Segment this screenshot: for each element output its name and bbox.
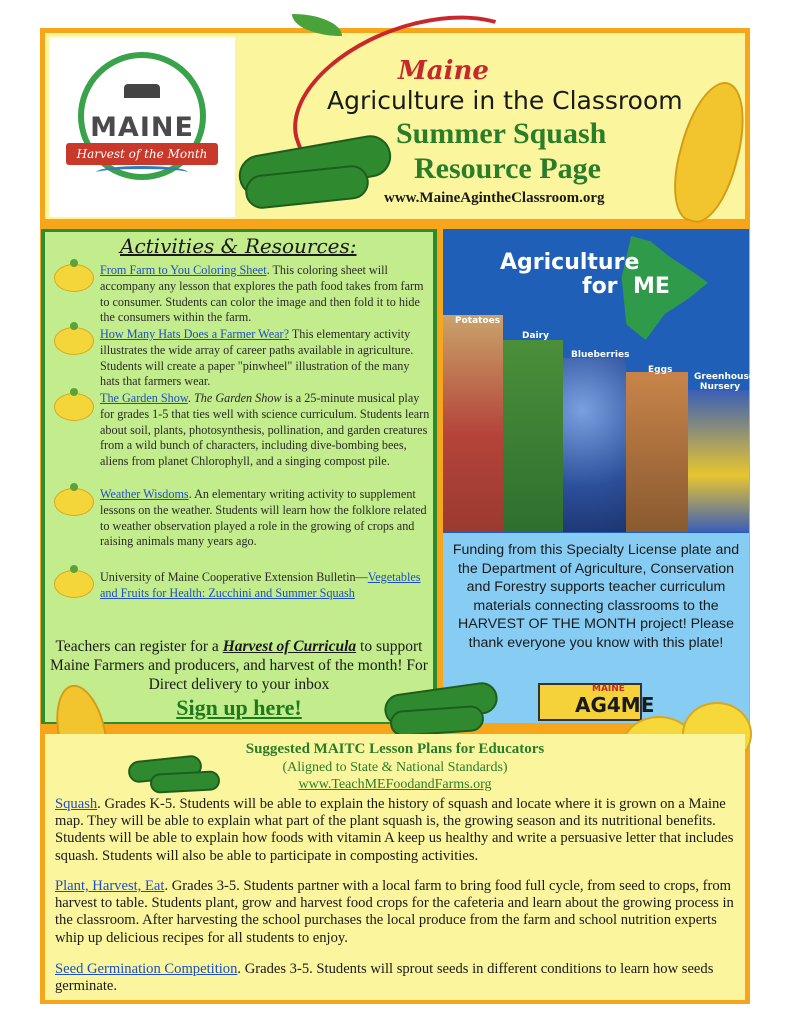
activity-item: How Many Hats Does a Farmer Wear? This elementary activity illustrates the wide array of career paths available in agriculture. Students will create a paper "pinwheel" illustration of the many hats that farmers wear. — [100, 327, 414, 389]
activity-link[interactable]: Vegetables and Fruits for Health: Zucchini and Summer Squash — [100, 570, 421, 600]
activity-item: University of Maine Cooperative Extension Bulletin—Vegetables and Fruits for Health: Zucchini and Summer Squash — [100, 570, 421, 600]
tractor-icon — [124, 84, 160, 98]
eggs-photo — [626, 372, 688, 532]
potatoes-photo — [443, 315, 503, 532]
activity-link[interactable]: The Garden Show — [100, 391, 188, 405]
lesson-item: Plant, Harvest, Eat. Grades 3-5. Students partner with a local farm to bring food full cycle, from seed to crops, from harvest to table. Students plant, grow and harvest food crops for the cafeteria and learn about the growing process in the classroom. After harvesting the school purchases the local produce from the farm and school nutrition experts whip up delicious recipes for all students to enjoy. — [55, 878, 734, 946]
pattypan-squash-icon — [54, 393, 94, 421]
category-label: Potatoes — [455, 316, 501, 326]
lessons-subheading: (Aligned to State & National Standards) — [282, 760, 508, 775]
lessons-site-link[interactable]: www.TeachMEFoodandFarms.org — [298, 777, 492, 792]
category-label: Greenhouse Nursery — [694, 372, 755, 392]
page-title-line2: Resource Page — [414, 152, 601, 185]
pattypan-squash-icon — [54, 570, 94, 598]
activities-heading: Activities & Resources: — [120, 234, 357, 258]
activity-item: The Garden Show. The Garden Show is a 25-minute musical play for grades 1-5 that ties well with science curriculum. Students learn about soil, plants, photosynthesis, pollination, and garden creatures from a wild bunch of characters, including dive-bombing bees, aliens from planet Chlorophyll, and a singing compost pile. — [100, 391, 430, 469]
pattypan-squash-icon — [54, 488, 94, 516]
logo-main-text: MAINE — [90, 112, 194, 143]
lesson-link[interactable]: Squash — [55, 796, 98, 812]
lesson-item: Squash. Grades K-5. Students will be able to explain the history of squash and locate where it is grown on a Maine map. They will be able to explain what part of the plant squash is, the growing season and its nutritional benefits. Students will be able to explain how foods with vitamin A keep us healthy and write a persuasive letter that includes squash. Students will also be able to participate in composting activities. — [55, 796, 734, 864]
activity-link[interactable]: From Farm to You Coloring Sheet — [100, 263, 267, 277]
page-title-line1: Summer Squash — [396, 117, 607, 150]
ag-for-me-line1: Agriculture — [500, 250, 640, 275]
lesson-link[interactable]: Plant, Harvest, Eat — [55, 878, 165, 894]
activity-link[interactable]: Weather Wisdoms — [100, 487, 189, 501]
logo-ribbon: Harvest of the Month — [66, 143, 218, 165]
activity-item: Weather Wisdoms. An elementary writing activity to supplement lessons on the weather. Students will learn how the folklore related to weather observation played a role in the growing of crops and raising animals many years ago. — [100, 487, 427, 549]
blueberries-photo — [563, 358, 626, 532]
pattypan-squash-icon — [54, 264, 94, 292]
lessons-heading: Suggested MAITC Lesson Plans for Educators — [245, 741, 545, 757]
category-label: Dairy — [522, 331, 549, 341]
lesson-link[interactable]: Seed Germination Competition — [55, 961, 238, 977]
ag-for-me-line2: for — [582, 274, 618, 299]
org-state: Maine — [398, 56, 489, 86]
org-name: Agriculture in the Classroom — [327, 86, 683, 115]
lesson-item: Seed Germination Competition. Grades 3-5. Students will sprout seeds in different conditions to learn how seeds germinate. — [55, 961, 714, 995]
waves-icon — [96, 166, 188, 179]
category-label: Blueberries — [571, 350, 630, 360]
plate-state: MAINE — [592, 684, 625, 694]
activity-item: From Farm to You Coloring Sheet. This coloring sheet will accompany any lesson that explores the path food takes from farm to consumer. Students can color the image and then fold it to hide the consumers within the farm. — [100, 263, 424, 325]
greenhouse-photo — [688, 390, 749, 532]
website-url[interactable]: www.MaineAgintheClassroom.org — [384, 190, 605, 206]
signup-link[interactable]: Sign up here! — [176, 695, 302, 720]
funding-text: Funding from this Specialty License plate and the Department of Agriculture, Conservation and Forestry supports teacher curriculum materials connecting classrooms to the HARVEST OF THE MONTH project! Please thank everyone you know with this plate! — [452, 542, 740, 651]
pattypan-squash-icon — [54, 327, 94, 355]
plate-number: AG4ME — [575, 693, 655, 717]
ag-for-me-me: ME — [633, 274, 670, 299]
teachers-text: Teachers can register for a Harvest of Curricula to support Maine Farmers and producers, and harvest of the month! For Direct delivery to your inbox — [50, 638, 428, 693]
category-label: Eggs — [648, 365, 673, 375]
activity-link[interactable]: How Many Hats Does a Farmer Wear? — [100, 327, 289, 341]
dairy-photo — [503, 340, 563, 532]
